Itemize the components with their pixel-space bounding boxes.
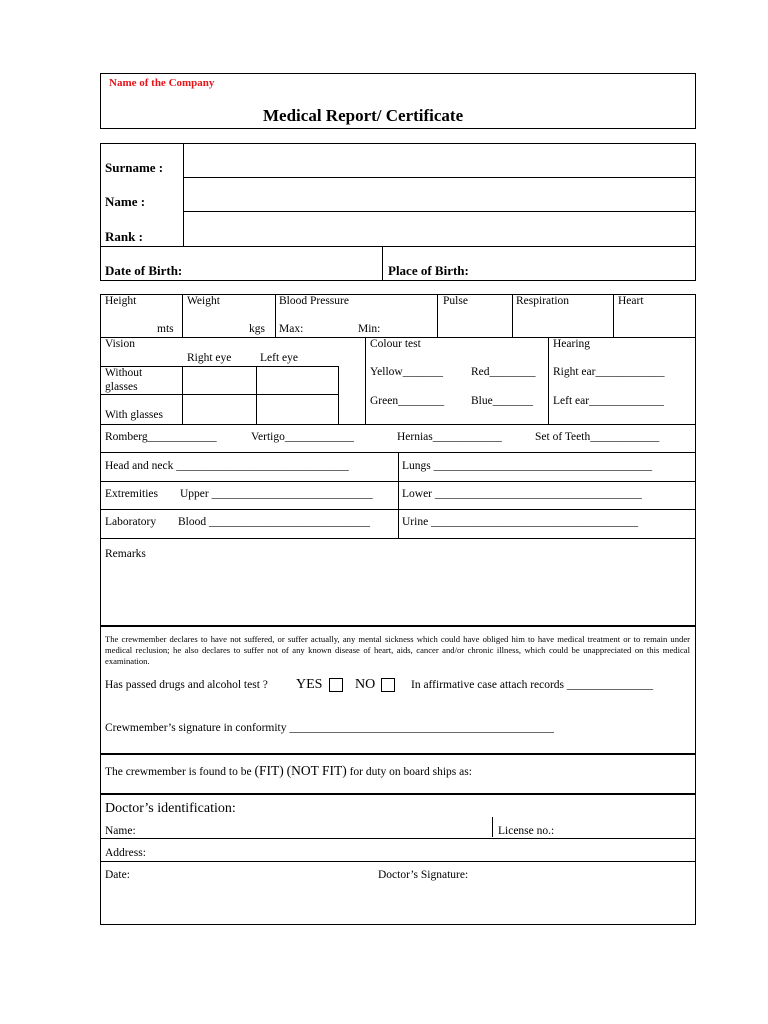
left-ear-field[interactable]: Left ear_____________ (553, 395, 664, 407)
date-of-birth-field[interactable] (200, 248, 380, 280)
rank-label: Rank : (105, 229, 143, 244)
without-glasses-label-1: Without (105, 367, 143, 379)
divider (437, 294, 438, 337)
divider (512, 294, 513, 337)
attach-records-field[interactable]: In affirmative case attach records _______________ (411, 679, 654, 691)
remarks-label: Remarks (105, 548, 146, 560)
yellow-field[interactable]: Yellow_______ (370, 366, 443, 378)
divider (613, 294, 614, 337)
rank-field[interactable] (185, 213, 694, 245)
vision-without-right-field[interactable] (184, 368, 255, 393)
romberg-field[interactable]: Romberg____________ (105, 431, 217, 443)
page-title: Medical Report/ Certificate (263, 106, 464, 125)
right-eye-label: Right eye (187, 352, 232, 364)
no-checkbox[interactable] (381, 678, 395, 692)
doctor-date-field[interactable]: Date: (105, 869, 130, 881)
address-field[interactable]: Address: (105, 847, 146, 859)
pulse-label: Pulse (443, 295, 468, 307)
right-ear-field[interactable]: Right ear____________ (553, 366, 665, 378)
license-number-field[interactable]: License no.: (498, 825, 555, 837)
fitness-suffix: for duty on board ships as: (349, 766, 472, 778)
colour-test-label: Colour test (370, 338, 421, 350)
vision-with-right-field[interactable] (184, 396, 255, 423)
yes-checkbox[interactable] (329, 678, 343, 692)
laboratory-label: Laboratory (105, 516, 157, 528)
fit-option[interactable]: (FIT) (254, 763, 284, 778)
hearing-label: Hearing (553, 338, 591, 350)
doctor-identification-title: Doctor’s identification: (105, 801, 236, 816)
divider (100, 394, 339, 395)
fitness-statement (105, 764, 472, 779)
divider (100, 481, 696, 482)
fitness-prefix: The crewmember is found to be (105, 766, 252, 778)
vision-without-left-field[interactable] (258, 368, 337, 393)
vision-label: Vision (105, 338, 135, 350)
divider (382, 246, 383, 281)
divider (256, 366, 257, 424)
company-name: Name of the Company (109, 77, 215, 89)
vision-with-left-field[interactable] (258, 396, 337, 423)
divider (182, 294, 183, 337)
divider (182, 366, 183, 424)
without-glasses-label-2: glasses (105, 381, 138, 393)
place-of-birth-field[interactable] (490, 248, 694, 280)
with-glasses-label: With glasses (105, 409, 163, 421)
divider (398, 452, 399, 538)
divider (275, 294, 276, 337)
blood-pressure-label: Blood Pressure (279, 295, 349, 307)
upper-extremities-field[interactable]: Upper ____________________________ (180, 488, 373, 500)
divider (338, 366, 339, 424)
remarks-field[interactable] (104, 564, 692, 622)
weight-label: Weight (187, 295, 220, 307)
name-field[interactable] (185, 179, 694, 210)
doctor-name-field[interactable]: Name: (105, 825, 136, 837)
divider (100, 861, 696, 862)
blood-lab-field[interactable]: Blood ____________________________ (178, 516, 370, 528)
head-and-neck-field[interactable]: Head and neck ______________________________ (105, 460, 349, 472)
no-label: NO (355, 677, 376, 692)
divider (100, 509, 696, 510)
surname-field[interactable] (185, 145, 694, 176)
declaration-text: The crewmember declares to have not suffered, or suffer actually, any mental sickness which could have obliged him to have medical treatment or to remain under medical reclusion; he also declares to suffer not of any known disease of heart, aids, cancer and/or chronic illness, which could be unappreciated on this medical examination. (105, 634, 690, 666)
vertigo-field[interactable]: Vertigo____________ (251, 431, 354, 443)
divider (100, 246, 696, 247)
doctor-signature-field[interactable]: Doctor’s Signature: (378, 869, 469, 881)
lower-extremities-field[interactable]: Lower ____________________________________ (402, 488, 642, 500)
height-label: Height (105, 295, 137, 307)
divider (100, 838, 696, 839)
divider (365, 337, 366, 425)
respiration-label: Respiration (516, 295, 570, 307)
bp-max-label: Max: (279, 323, 304, 335)
divider (100, 424, 696, 425)
set-of-teeth-field[interactable]: Set of Teeth____________ (535, 431, 660, 443)
bp-min-label: Min: (358, 323, 381, 335)
left-eye-label: Left eye (260, 352, 298, 364)
extremities-label: Extremities (105, 488, 159, 500)
urine-lab-field[interactable]: Urine ____________________________________ (402, 516, 639, 528)
blue-field[interactable]: Blue_______ (471, 395, 533, 407)
green-field[interactable]: Green________ (370, 395, 445, 407)
place-of-birth-label: Place of Birth: (388, 263, 469, 278)
yes-label: YES (296, 677, 323, 692)
hernias-field[interactable]: Hernias____________ (397, 431, 502, 443)
divider (548, 337, 549, 425)
drugs-question: Has passed drugs and alcohol test ? (105, 679, 268, 691)
divider (492, 817, 493, 837)
crewmember-signature-field[interactable]: Crewmember’s signature in conformity ______________________________________________ (105, 722, 554, 734)
weight-unit: kgs (249, 323, 265, 335)
lungs-field[interactable]: Lungs ______________________________________ (402, 460, 653, 472)
divider (183, 143, 184, 246)
divider (183, 211, 696, 212)
name-label: Name : (105, 194, 146, 209)
height-unit: mts (157, 323, 174, 335)
surname-label: Surname : (105, 160, 164, 175)
not-fit-option[interactable]: (NOT FIT) (286, 763, 347, 778)
divider (183, 177, 696, 178)
red-field[interactable]: Red________ (471, 366, 536, 378)
divider (100, 538, 696, 539)
heart-label: Heart (618, 295, 644, 307)
date-of-birth-label: Date of Birth: (105, 263, 183, 278)
